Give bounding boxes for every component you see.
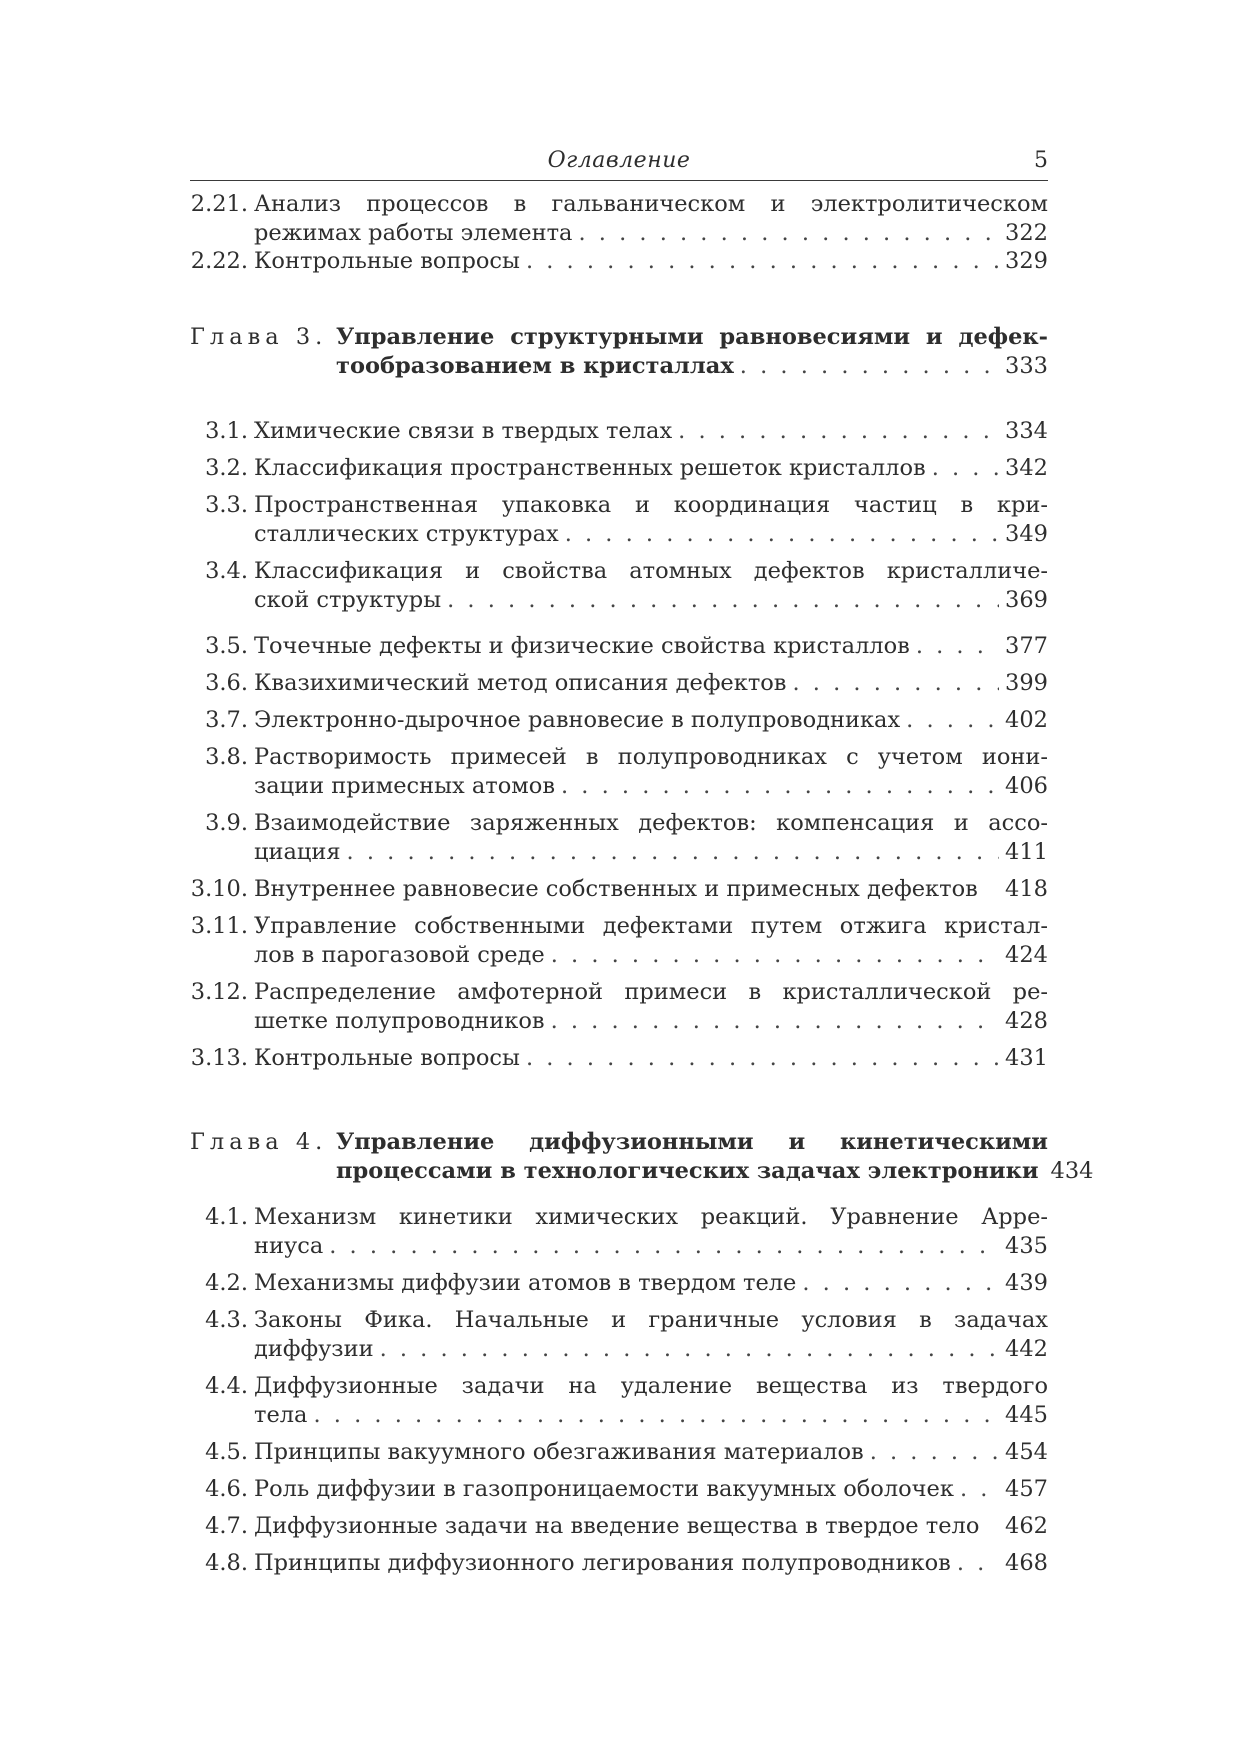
entry-page: 439 — [1005, 1270, 1048, 1296]
section-number: 3.5. — [205, 633, 248, 659]
entry-page: 334 — [1005, 418, 1048, 444]
dot-leader — [870, 1438, 999, 1467]
entry-title: Внутреннее равновесие собственных и примесных дефектов — [254, 876, 978, 902]
entry-title: Классификация пространственных решеток кристаллов — [254, 455, 926, 481]
section-number: 3.1. — [205, 418, 248, 444]
section-number: 4.6. — [205, 1476, 248, 1502]
toc-entry-4-3[interactable] — [190, 1306, 1048, 1364]
entry-title: Принципы диффузионного легирования полупроводников — [254, 1550, 951, 1576]
section-number: 4.1. — [205, 1204, 248, 1230]
dot-leader — [347, 838, 1000, 867]
dot-leader — [792, 669, 999, 698]
section-number: 3.10. — [190, 876, 248, 902]
dot-leader — [578, 219, 999, 248]
dot-leader — [916, 632, 999, 661]
toc-entry-3-5[interactable] — [190, 632, 1048, 661]
toc-entry-4-6[interactable] — [190, 1475, 1048, 1504]
entry-page: 418 — [1005, 876, 1048, 902]
toc-entry-2-22[interactable] — [190, 247, 1048, 276]
header-rule — [190, 180, 1048, 181]
section-number: 3.13. — [190, 1045, 248, 1071]
entry-title-line: Диффузионные задачи на удаление вещества из твердого — [254, 1373, 1048, 1399]
entry-title-line: Анализ процессов в гальваническом и электролитическом — [254, 191, 1048, 217]
section-number: 2.21. — [190, 191, 248, 217]
entry-title-line: Управление собственными дефектами путем отжига кристал- — [254, 913, 1048, 939]
dot-leader — [740, 352, 999, 381]
entry-page: 402 — [1005, 707, 1048, 733]
section-number: 4.7. — [205, 1513, 248, 1539]
entry-title: Электронно-дырочное равновесие в полупроводниках — [254, 707, 901, 733]
dot-leader — [561, 772, 999, 801]
dot-leader — [678, 417, 999, 446]
entry-title-line: Распределение амфотерной примеси в кристаллической ре- — [254, 979, 1048, 1005]
dot-leader — [802, 1269, 999, 1298]
entry-page: 424 — [1005, 942, 1048, 968]
section-number: 3.11. — [190, 913, 248, 939]
entry-title-line: диффузии — [254, 1336, 374, 1362]
entry-title: Роль диффузии в газопроницаемости вакуумных оболочек — [254, 1476, 954, 1502]
entry-title-line: Механизм кинетики химических реакций. Уравнение Арре- — [254, 1204, 1048, 1230]
chapter-4-heading[interactable] — [190, 1128, 1094, 1186]
chapter-label: Глава 3. — [190, 324, 328, 350]
entry-page: 445 — [1005, 1402, 1048, 1428]
entry-title-line: ской структуры — [254, 587, 442, 613]
section-number: 3.8. — [205, 744, 248, 770]
entry-title: Квазихимический метод описания дефектов — [254, 670, 787, 696]
section-number: 3.3. — [205, 492, 248, 518]
toc-entry-4-5[interactable] — [190, 1438, 1048, 1467]
toc-entry-2-21[interactable] — [190, 190, 1048, 248]
entry-page: 462 — [1005, 1513, 1048, 1539]
toc-entry-4-7[interactable] — [190, 1512, 1048, 1541]
section-number: 3.2. — [205, 455, 248, 481]
entry-title-line: Растворимость примесей в полупроводниках с учетом иони- — [254, 744, 1048, 770]
dot-leader — [313, 1401, 999, 1430]
chapter-page: 434 — [1050, 1158, 1094, 1184]
toc-entry-3-2[interactable] — [190, 454, 1048, 483]
section-number: 3.12. — [190, 979, 248, 1005]
toc-entry-3-11[interactable] — [190, 912, 1048, 970]
section-number: 4.5. — [205, 1439, 248, 1465]
entry-title: Химические связи в твердых телах — [254, 418, 673, 444]
chapter-title-line: Управление диффузионными и кинетическими — [336, 1129, 1048, 1155]
toc-entry-4-1[interactable] — [190, 1203, 1048, 1261]
section-number: 3.4. — [205, 558, 248, 584]
entry-title: Механизмы диффузии атомов в твердом теле — [254, 1270, 797, 1296]
toc-entry-3-8[interactable] — [190, 743, 1048, 801]
entry-page: 454 — [1005, 1439, 1048, 1465]
chapter-label: Глава 4. — [190, 1129, 328, 1155]
entry-page: 431 — [1005, 1045, 1048, 1071]
entry-page: 406 — [1005, 773, 1048, 799]
entry-title-line: режимах работы элемента — [254, 220, 573, 246]
toc-entry-3-3[interactable] — [190, 491, 1048, 549]
dot-leader — [957, 1549, 999, 1578]
toc-entry-3-12[interactable] — [190, 978, 1048, 1036]
toc-entry-4-4[interactable] — [190, 1372, 1048, 1430]
section-number: 2.22. — [190, 248, 248, 274]
chapter-3-heading[interactable] — [190, 323, 1048, 381]
section-number: 4.3. — [205, 1307, 248, 1333]
entry-title-line: тела — [254, 1402, 308, 1428]
entry-title-line: зации примесных атомов — [254, 773, 555, 799]
section-number: 3.9. — [205, 810, 248, 836]
entry-title: Диффузионные задачи на введение вещества в твердое тело — [254, 1513, 980, 1539]
entry-title: Точечные дефекты и физические свойства кристаллов — [254, 633, 910, 659]
entry-page: 342 — [1005, 455, 1048, 481]
dot-leader — [565, 520, 999, 549]
toc-entry-4-8[interactable] — [190, 1549, 1048, 1578]
running-title: Оглавление — [547, 148, 691, 173]
entry-title-line: шетке полупроводников — [254, 1008, 545, 1034]
entry-title: Контрольные вопросы — [254, 1045, 520, 1071]
entry-page: 411 — [1005, 839, 1048, 865]
entry-title-line: лов в парогазовой среде — [254, 942, 545, 968]
dot-leader — [329, 1232, 999, 1261]
dot-leader — [932, 454, 999, 483]
dot-leader — [526, 247, 999, 276]
section-number: 3.6. — [205, 670, 248, 696]
toc-entry-3-9[interactable] — [190, 809, 1048, 867]
entry-title-line: Классификация и свойства атомных дефектов кристалличе- — [254, 558, 1048, 584]
entry-title-line: циация — [254, 839, 341, 865]
dot-leader — [380, 1335, 999, 1364]
toc-entry-3-7[interactable] — [190, 706, 1048, 735]
toc-entry-3-1[interactable] — [190, 417, 1048, 446]
running-head — [190, 148, 1048, 182]
entry-title-line: ниуса — [254, 1233, 324, 1259]
chapter-title-line: тообразованием в кристаллах — [336, 353, 734, 379]
toc-entry-3-4[interactable] — [190, 557, 1048, 615]
chapter-title-line: процессами в технологических задачах электроники — [336, 1158, 1039, 1184]
entry-title-line: Законы Фика. Начальные и граничные условия в задачах — [254, 1307, 1048, 1333]
entry-page: 435 — [1005, 1233, 1048, 1259]
dot-leader — [447, 586, 999, 615]
page-number: 5 — [1034, 148, 1048, 173]
entry-page: 329 — [1005, 248, 1048, 274]
entry-title-line: Пространственная упаковка и координация частиц в кри- — [254, 492, 1048, 518]
entry-title: Принципы вакуумного обезгаживания материалов — [254, 1439, 864, 1465]
entry-title-line: сталлических структурах — [254, 521, 559, 547]
chapter-title-line: Управление структурными равновесиями и дефек- — [336, 324, 1048, 350]
entry-page: 349 — [1005, 521, 1048, 547]
dot-leader — [906, 706, 999, 735]
entry-page: 369 — [1005, 587, 1048, 613]
toc-entry-3-13[interactable] — [190, 1044, 1048, 1073]
chapter-page: 333 — [1005, 353, 1048, 379]
dot-leader — [551, 1007, 999, 1036]
toc-entry-3-10[interactable] — [190, 875, 1048, 904]
entry-page: 377 — [1005, 633, 1048, 659]
entry-page: 442 — [1005, 1336, 1048, 1362]
section-number: 4.2. — [205, 1270, 248, 1296]
entry-page: 468 — [1005, 1550, 1048, 1576]
section-number: 4.4. — [205, 1373, 248, 1399]
dot-leader — [526, 1044, 999, 1073]
entry-title: Контрольные вопросы — [254, 248, 520, 274]
dot-leader — [551, 941, 999, 970]
dot-leader — [960, 1475, 999, 1504]
entry-page: 399 — [1005, 670, 1048, 696]
section-number: 3.7. — [205, 707, 248, 733]
entry-page: 322 — [1005, 220, 1048, 246]
toc-entry-4-2[interactable] — [190, 1269, 1048, 1298]
toc-entry-3-6[interactable] — [190, 669, 1048, 698]
entry-page: 457 — [1005, 1476, 1048, 1502]
section-number: 4.8. — [205, 1550, 248, 1576]
entry-page: 428 — [1005, 1008, 1048, 1034]
entry-title-line: Взаимодействие заряженных дефектов: компенсация и ассо- — [254, 810, 1048, 836]
